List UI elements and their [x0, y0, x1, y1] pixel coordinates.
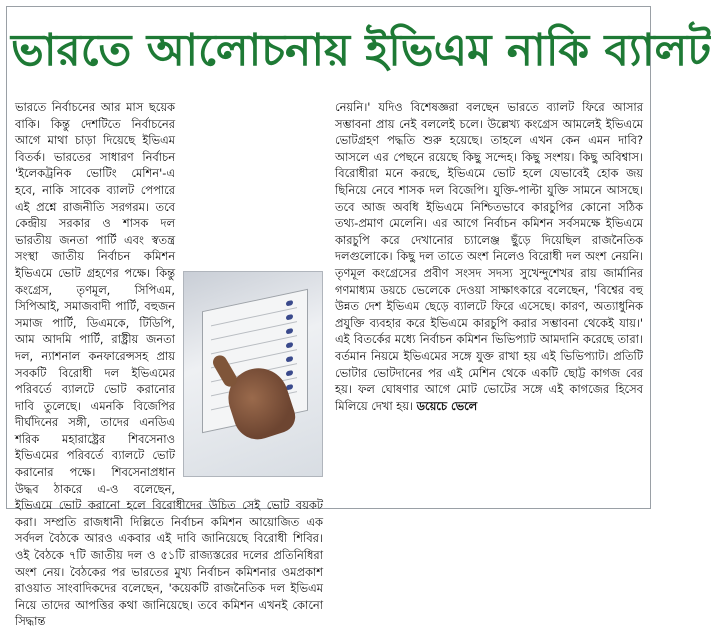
headline: ভারতে আলোচনায় ইভিএম নাকি ব্যালট — [11, 25, 711, 76]
newspaper-clipping — [6, 6, 711, 629]
right-column — [335, 99, 643, 504]
evm-voting-machine-photo — [183, 271, 323, 477]
left-column-text: ভারতে নির্বাচনের আর মাস ছয়েক বাকি। কিন্তু দেশটিতে নির্বাচনের আগে মাথা চাড়া দিয়েছে ইভিএম বিতর্ক। ভারতের সাধারণ নির্বাচন 'ইলেকট্রনিক ভোটিং মেশিন'-এ হবে, নাকি সাবেক ব্যালট পেপারে এই প্রশ্নে রাজনীতি সরগরম। তবে কেন্দ্রীয় সরকার ও শাসক দল ভারতীয় জনতা পার্টি এবং স্বতন্ত্র সংস্থা জাতীয় নির্বাচন কমিশন ইভিএমে ভোট গ্রহণের পক্ষে। কিন্তু কংগ্রেস, তৃণমূল, সিপিএম, সিপিআই, সমাজবাদী পার্টি, বহুজন সমাজ পার্টি, ডিএমকে, টিডিপি, আম আদমি পার্টি, রাষ্ট্রীয় জনতা দল, ন্যাশনাল কনফারেন্সসহ প্রায় সবকটি বিরোধী দল ইভিএমের পরিবর্তে ব্যালটে ভোট করানোর দাবি তুলেছে। এমনকি বিজেপির দীর্ঘদিনের সঙ্গী, তাদের এনডিএ শরিক মহারাষ্ট্রের শিবসেনাও ইভিএমের পরিবর্তে ব্যালটে ভোট করানোর পক্ষে। শিবসেনাপ্রধান উদ্ধব ঠাকরে এ-ও বলেছেন, ইভিএমে ভোট করানো হলে বিরোধীদের উচিত সেই ভোট বয়কট করা। সম্প্রতি রাজধানী দিল্লিতে নির্বাচন কমিশন আয়োজিত এক সর্বদল বৈঠকে আরও একবার এই দাবি জানিয়েছে বিরোধী শিবির। ওই বৈঠকে ৭টি জাতীয় দল ও ৫১টি রাজ্যস্তরের দলের প্রতিনিধিরা অংশ নেয়। বৈঠকের পর ভারতের মুখ্য নির্বাচন কমিশনার ওমপ্রকাশ রাওয়াত সাংবাদিকদের বলেছেন, 'কয়েকটি রাজনৈতিক দল ইভিএম নিয়ে তাদের আপত্তির কথা জানিয়েছে। তবে কমিশন এখনই কোনো সিদ্ধান্ত — [15, 100, 323, 629]
left-column — [15, 99, 323, 629]
right-column-text — [335, 99, 643, 414]
byline: ডয়েচে ভেলে — [416, 398, 478, 413]
right-column-body: নেয়নি।' যদিও বিশেষজ্ঞরা বলছেন ভারতে ব্যালট ফিরে আসার সম্ভাবনা প্রায় নেই বললেই চলে। উল্লেখ্য কংগ্রেস আমলেই ইভিএমে ভোটগ্রহণ পদ্ধতি শুরু হয়েছে। তাহলে এখন কেন এমন দাবি? আসলে এর পেছনে রয়েছে কিছু সন্দেহ। কিছু সংশয়। কিছু অবিশ্বাস। বিরোধীরা মনে করছে, ইভিএমে ভোট হলে যেভাবেই হোক জয় ছিনিয়ে নেবে শাসক দল বিজেপি। যুক্তি-পাল্টা যুক্তি সামনে আসছে। তবে আজ অবধি ইভিএমে নিশ্চিতভাবে কারচুপির কোনো সঠিক তথ্য-প্রমাণ মেলেনি। এর আগে নির্বাচন কমিশন সর্বসমক্ষে ইভিএমে কারচুপি করে দেখানোর চ্যালেঞ্জ ছুঁড়ে দিয়েছিল রাজনৈতিক দলগুলোকে। কিছু দল তাতে অংশ নিলেও বিরোধী দল অংশ নেয়নি। তৃণমূল কংগ্রেসের প্রবীণ সংসদ সদস্য সুখেন্দুশেখর রায় জার্মানির গণমাধ্যম ডয়চে ভেলেকে দেওয়া সাক্ষাৎকারে বলেছেন, 'বিশ্বের বহু উন্নত দেশ ইভিএম ছেড়ে ব্যালটে ফিরে এসেছে। কারণ, অত্যাধুনিক প্রযুক্তি ব্যবহার করে ইভিএমে কারচুপি করার সম্ভাবনা থেকেই যায়।' এই বিতর্কের মধ্যে নির্বাচন কমিশন ভিভিপ্যাট আমদানি করেছে তারা। বর্তমান নিয়মে ইভিএমের সঙ্গে যুক্ত রাখা হয় এই ভিভিপ্যাট। প্রতিটি ভোটার ভোটদানের পর এই মেশিন থেকে একটি ছোট্ট কাগজ বের হয়। ফল ঘোষণার আগে মোট ভোটের সঙ্গে এই কাগজের হিসেব মিলিয়ে দেখা হয়। — [335, 100, 643, 413]
